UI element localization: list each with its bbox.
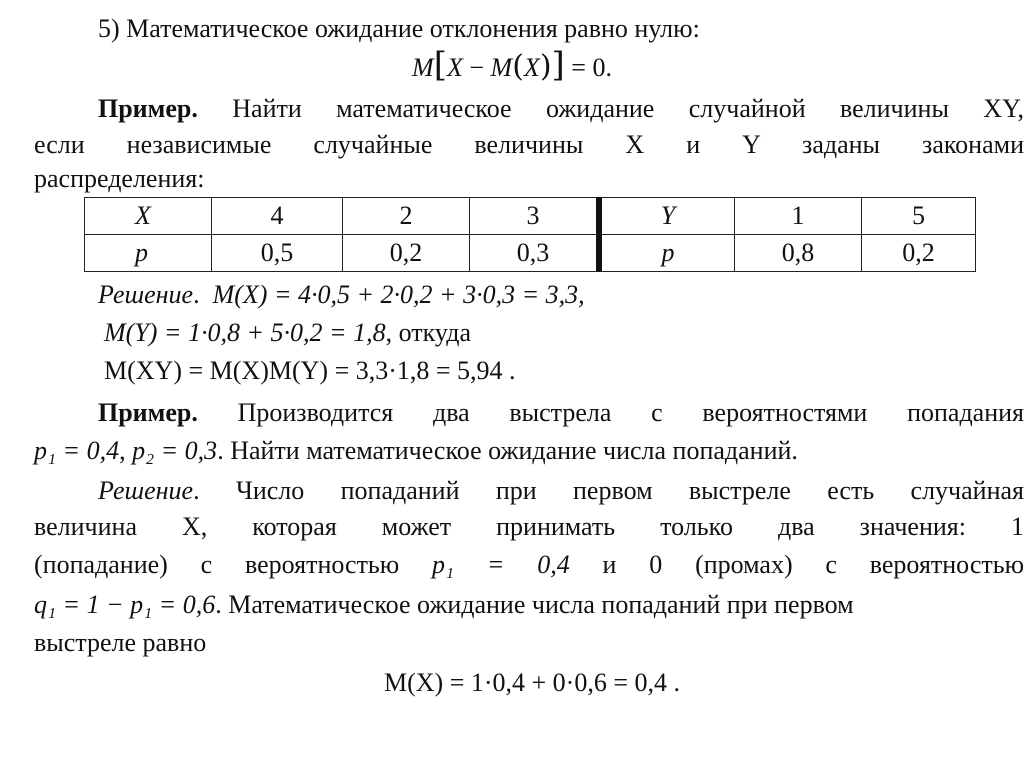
example2-line1: Пример. Производится два выстрела с вероятностями попадания: [98, 398, 1024, 427]
table-cell: 4: [212, 198, 343, 235]
table-cell: 0,5: [212, 235, 343, 272]
solution1-eq3: M(XY) = M(X)M(Y) = 3,3·1,8 = 5,94 .: [104, 356, 516, 385]
solution1-eq2: M(Y) = 1·0,8 + 5·0,2 = 1,8: [104, 318, 386, 347]
table-cell: X: [85, 198, 212, 235]
solution2-line4: q₁ = 1 − p₁ = 0,6. Математическое ожидание числа попаданий при первом: [34, 590, 854, 619]
example1-line3: распределения:: [34, 164, 205, 193]
table-cell: p: [85, 235, 212, 272]
example1-line1: Пример. Найти математическое ожидание случайной величины XY,: [98, 94, 1024, 123]
distribution-table: [84, 197, 976, 272]
item5-text: 5) Математическое ожидание отклонения равно нулю:: [98, 14, 700, 43]
table-cell: 0,8: [735, 235, 862, 272]
p1-value: p₁ = 0,4: [34, 436, 120, 465]
solution2-label: Решение: [98, 476, 194, 505]
final-equation: M(X) = 1·0,4 + 0·0,6 = 0,4 .: [383, 668, 681, 697]
table-row: [85, 235, 976, 272]
q1-value: q₁ = 1 − p₁ = 0,6: [34, 590, 216, 619]
table-cell: 0,2: [862, 235, 976, 272]
table-cell: 1: [735, 198, 862, 235]
p1-value-2: p₁ = 0,4: [432, 550, 570, 579]
table-row: [85, 198, 976, 235]
example2-line2: p₁ = 0,4, p₂ = 0,3. Найти математическое ожидание числа попаданий.: [34, 436, 798, 465]
solution2-line3: (попадание) с вероятностью p₁ = 0,4 и 0 (промах) с вероятностью: [34, 550, 1024, 579]
solution2-line2: величина X, которая может принимать только два значения: 1: [34, 512, 1024, 541]
solution1-label: Решение: [98, 280, 194, 309]
solution1-line1: Решение. M(X) = 4·0,5 + 2·0,2 + 3·0,3 = 3,3,: [98, 280, 585, 309]
table-cell: 5: [862, 198, 976, 235]
solution1-line2: M(Y) = 1·0,8 + 5·0,2 = 1,8, откуда: [104, 318, 471, 347]
example2-label: Пример.: [98, 398, 198, 427]
table-cell: 2: [343, 198, 470, 235]
table-cell: Y: [599, 198, 735, 235]
solution2-line5: выстреле равно: [34, 628, 207, 657]
table-cell: p: [599, 235, 735, 272]
solution1-eq1: M(X) = 4·0,5 + 2·0,2 + 3·0,3 = 3,3,: [212, 280, 585, 309]
table-cell: 3: [470, 198, 600, 235]
table-cell: 0,2: [343, 235, 470, 272]
solution2-line1: Решение. Число попаданий при первом выстреле есть случайная: [98, 476, 1024, 505]
example1-label: Пример.: [98, 94, 198, 123]
example1-line2: если независимые случайные величины X и Y заданы законами: [34, 130, 1024, 159]
table-cell: 0,3: [470, 235, 600, 272]
item5-formula: M[X − M(X)] = 0.: [412, 45, 612, 85]
p2-value: p₂ = 0,3: [132, 436, 218, 465]
